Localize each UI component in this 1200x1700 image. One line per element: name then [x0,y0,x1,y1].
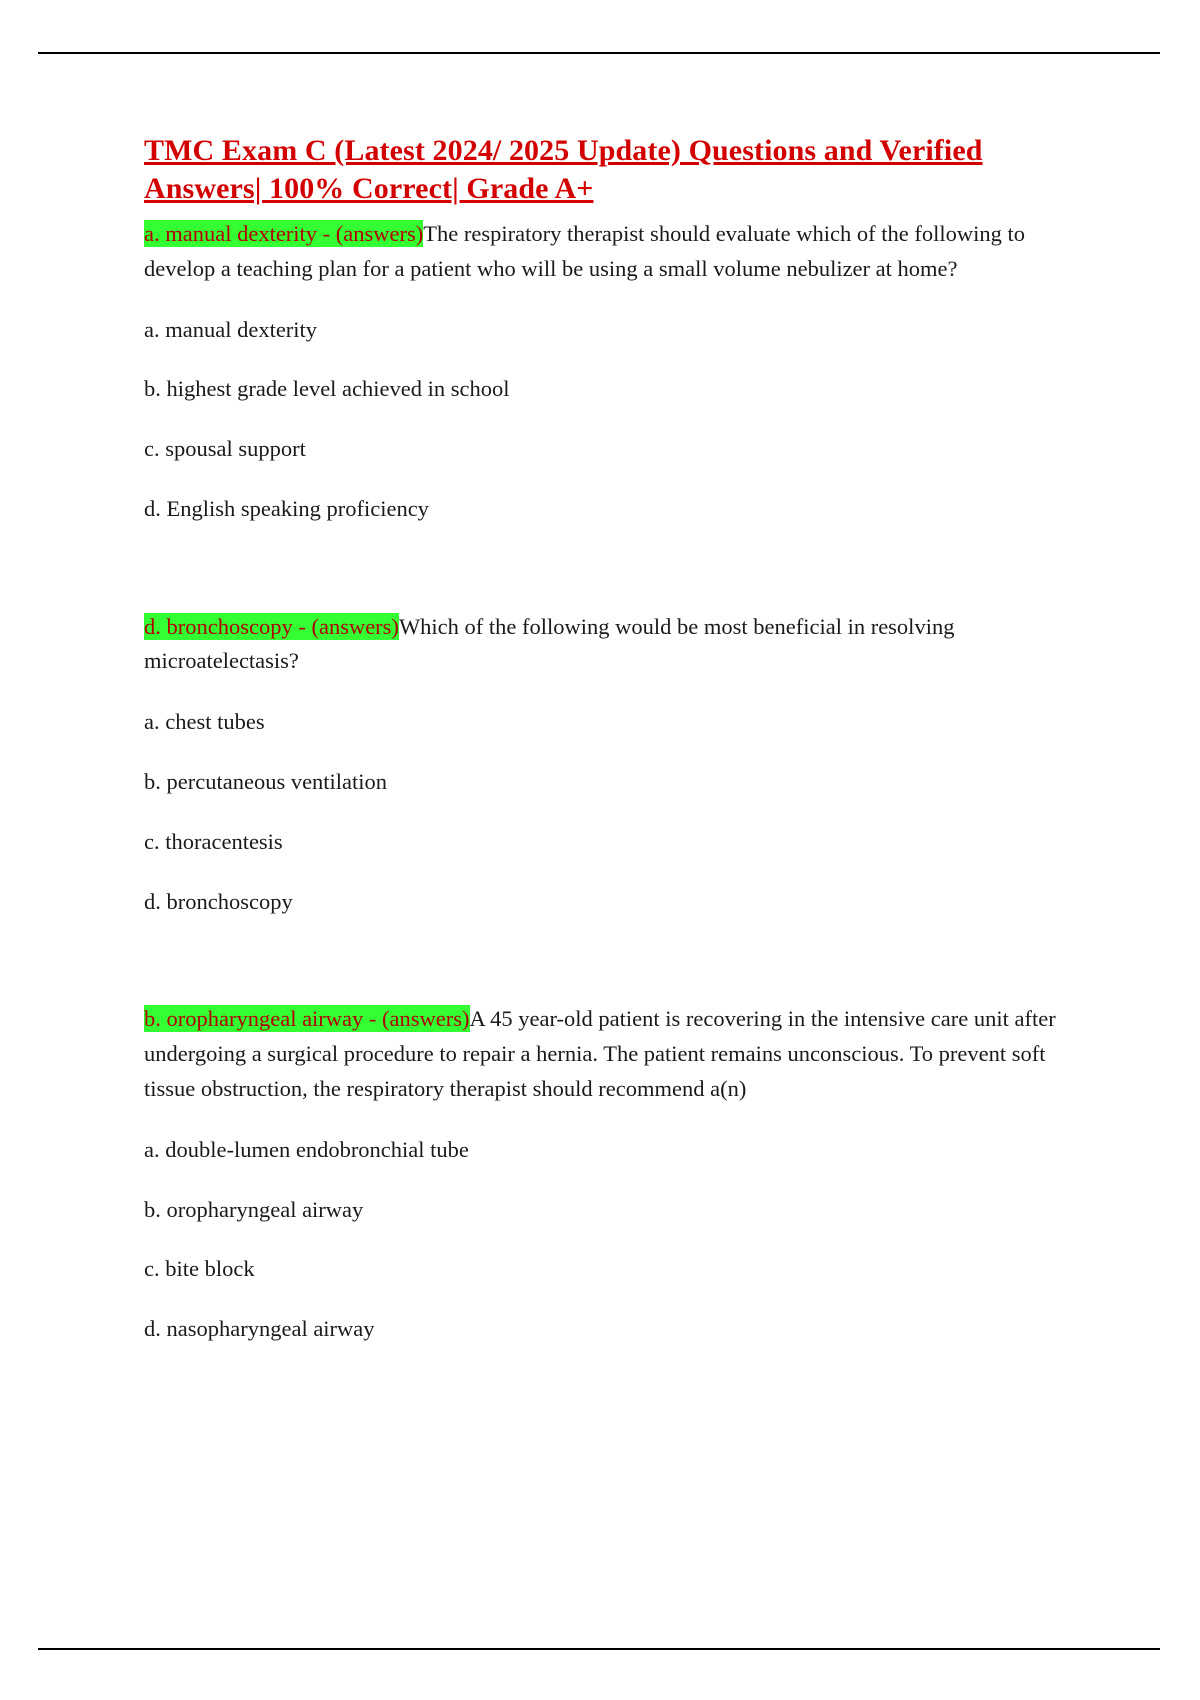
option-3-d: d. nasopharyngeal airway [144,1316,375,1342]
question-spacer-1 [144,526,1064,592]
option-3-c: c. bite block [144,1256,255,1282]
option-3-b: b. oropharyngeal airway [144,1196,364,1222]
option-2-b: b. percutaneous ventilation [144,769,388,795]
option-3-a: a. double-lumen endobronchial tube [144,1136,469,1162]
question-text-1: The respiratory therapist should evaluate which of the following to develop a teaching plan for a patient who will be using a small volume nebulizer at home? [144,220,1025,281]
option-2-d: d. bronchoscopy [144,888,293,914]
option-1-c: c. spousal support [144,436,306,462]
option-1-d: d. English speaking proficiency [144,495,429,521]
question-block-3 [144,1002,1064,1346]
question-stem-1 [144,217,1064,287]
answer-key-3: b. oropharyngeal airway - (answers) [144,1006,470,1032]
question-block-2 [144,610,1064,919]
question-stem-2 [144,610,1064,680]
option-1-a: a. manual dexterity [144,316,318,342]
header-divider [38,52,1160,54]
question-text-2: Which of the following would be most beneficial in resolving microatelectasis? [144,613,955,674]
answer-key-2: d. bronchoscopy - (answers) [144,613,399,639]
question-stem-3 [144,1002,1064,1107]
option-2-c: c. thoracentesis [144,828,283,854]
footer-divider [38,1648,1160,1650]
question-text-3: A 45 year-old patient is recovering in the intensive care unit after undergoing a surgical procedure to repair a hernia. The patient remains unconscious. To prevent soft tissue obstruction, the respiratory therapist should recommend a(n) [144,1006,1056,1102]
option-1-b: b. highest grade level achieved in school [144,376,510,402]
document-body [144,132,1064,1346]
page-title: TMC Exam C (Latest 2024/ 2025 Update) Questions and Verified Answers| 100% Correct| Grade A+ [144,134,983,206]
answer-key-1: a. manual dexterity - (answers) [144,220,424,246]
option-2-a: a. chest tubes [144,709,265,735]
question-spacer-2 [144,918,1064,984]
question-block-1 [144,217,1064,526]
